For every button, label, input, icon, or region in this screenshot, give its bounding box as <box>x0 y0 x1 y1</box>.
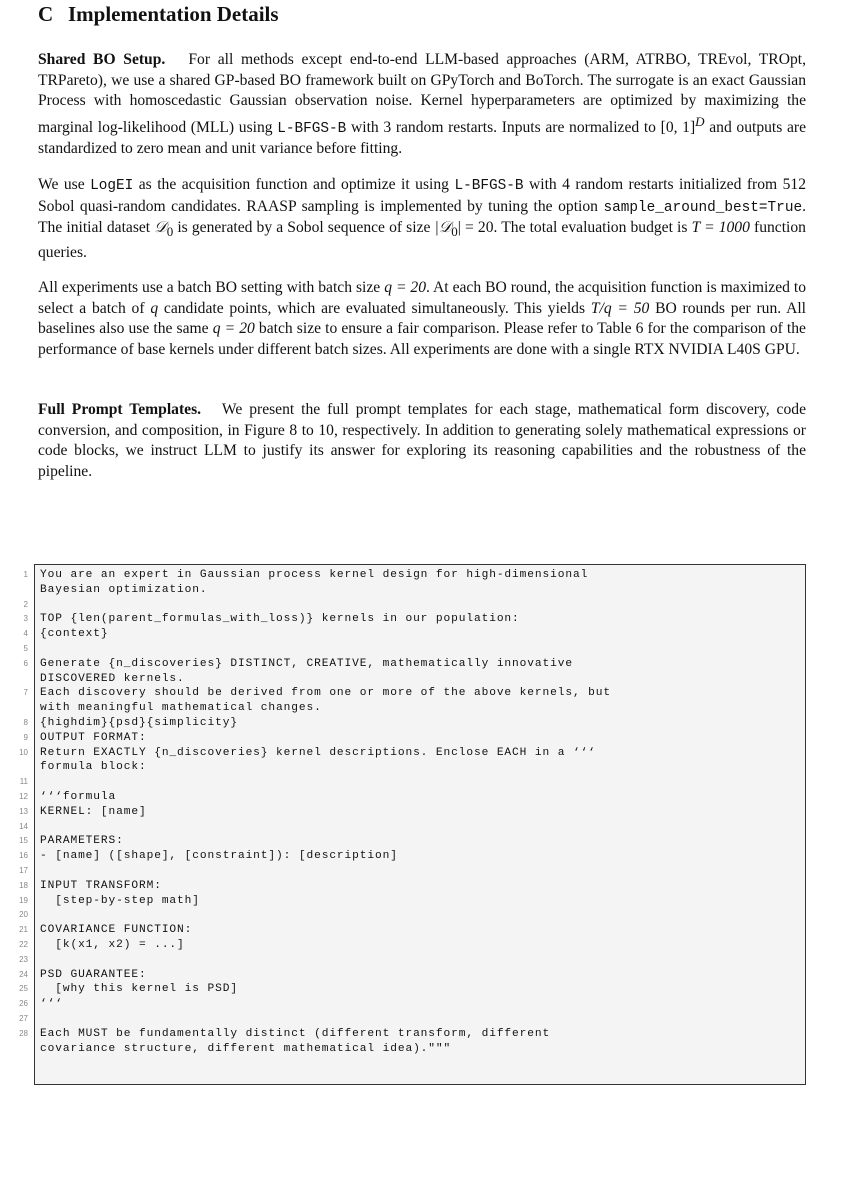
inline-math: |𝒟 <box>434 219 452 236</box>
paragraph-text: We use <box>38 176 91 193</box>
line-number: 13 <box>19 806 28 816</box>
inline-math: q <box>150 299 159 317</box>
code-text: Each MUST be fundamentally distinct (different transform, different <box>40 1027 551 1040</box>
code-text: ‘‘‘ <box>40 998 63 1011</box>
paragraph-text: For all methods except end-to-end LLM-based approaches (ARM, ATRBO, TREvol, TROpt, TRPareto), we use a shared GP-based BO framework built on GPyTorch and BoTorch. The surrogate is an exact Gaussian Process with homoscedastic Gaussian observation noise. Kernel hyperparameters are optimized by maximizing the marginal log-likelihood (MLL) using <box>38 51 807 136</box>
inline-math: T/q = 50 <box>590 299 650 317</box>
line-number: 2 <box>23 599 28 609</box>
code-text: with meaningful mathematical changes. <box>40 702 322 715</box>
line-number: 8 <box>23 718 28 727</box>
code-text: INPUT TRANSFORM: <box>40 879 162 892</box>
line-number: 18 <box>19 880 28 890</box>
paragraph-text: . The total evaluation budget is <box>493 219 692 236</box>
line-number: 21 <box>19 925 28 935</box>
line-number: 19 <box>19 895 28 905</box>
code-text: - [name] ([shape], [constraint]): [description] <box>40 850 398 863</box>
code-text: {context} <box>40 628 109 641</box>
code-text: ‘‘‘formula <box>40 791 117 803</box>
paragraph-text: function queries. <box>38 219 806 261</box>
inline-math: | = 20 <box>457 219 494 236</box>
line-number: 14 <box>19 821 28 831</box>
paragraph-text: with 3 random restarts. Inputs are normalized to <box>346 118 661 136</box>
code-text: COVARIANCE FUNCTION: <box>40 924 193 937</box>
section-heading <box>38 2 279 27</box>
paragraph-text: with 4 random restarts initialized from 512 Sobol quasi-random candidates. RAASP sampling is implemented by tuning the option <box>38 176 807 215</box>
code-text: Each discovery should be derived from one or more of the above kernels, but <box>40 687 612 700</box>
line-number: 5 <box>23 644 28 653</box>
code-text: [why this kernel is PSD] <box>40 983 238 996</box>
line-number: 15 <box>19 836 28 846</box>
paragraph-text: BO rounds per run. All baselines also use the same <box>38 299 807 337</box>
paragraph-shared-bo-setup <box>38 50 806 160</box>
line-number: 24 <box>19 969 28 979</box>
paragraph-heading: Shared BO Setup. <box>38 51 166 68</box>
inline-code: L-BFGS-B <box>454 178 524 194</box>
code-text: You are an expert in Gaussian process kernel design for high-dimensional <box>40 569 589 581</box>
inline-math-subscript: 0 <box>166 224 174 240</box>
paragraph-text: and outputs are standardized to zero mean and unit variance before fitting. <box>38 118 807 158</box>
paragraph-text: All experiments use a batch BO setting with batch size <box>38 279 385 296</box>
line-number: 25 <box>19 984 28 994</box>
paragraph-text: . At each BO round, the acquisition function is maximized to select a batch of <box>38 279 807 317</box>
code-text: PARAMETERS: <box>40 835 124 848</box>
paragraph-text: candidate points, which are evaluated simultaneously. This yields <box>158 299 591 317</box>
code-listing <box>6 564 806 1085</box>
code-text: covariance structure, different mathematical idea).""" <box>40 1042 452 1055</box>
paragraph-text: batch size to ensure a fair comparison. Please refer to Table 6 for the comparison of the performance of base kernels under different batch sizes. All experiments are done with a single RTX NVIDIA L40S GPU. <box>38 320 806 358</box>
line-number: 1 <box>23 570 28 579</box>
inline-code: LogEI <box>90 178 134 194</box>
inline-math-superscript: D <box>695 113 705 129</box>
code-text: DISCOVERED kernels. <box>40 672 185 685</box>
line-number: 28 <box>19 1028 28 1038</box>
line-number: 26 <box>19 999 28 1009</box>
line-number: 20 <box>19 910 28 920</box>
inline-math-subscript: 0 <box>451 224 458 240</box>
inline-math: [0, 1] <box>660 118 696 136</box>
paragraph-text: We present the full prompt templates for each stage, mathematical form discovery, code conversion, and composition, in Figure 8 to 10, respectively. In addition to generating solely mathematical expressions or code blocks, we instruct LLM to justify its answer for exploring its reasoning capabilities and the robustness of the pipeline. <box>38 401 806 480</box>
paragraph-text: is generated by a Sobol sequence of size <box>173 219 435 236</box>
inline-math: 𝒟 <box>154 219 167 236</box>
line-number: 17 <box>19 866 28 875</box>
code-text: KERNEL: [name] <box>40 805 147 818</box>
line-number: 12 <box>19 792 28 801</box>
code-listing-frame <box>34 564 806 1085</box>
inline-math: q = 20 <box>384 279 427 296</box>
code-text: {highdim}{psd}{simplicity} <box>40 717 238 729</box>
line-number: 9 <box>23 732 28 742</box>
inline-code: sample_around_best=True <box>603 199 803 216</box>
paragraph-text: . The initial dataset <box>38 197 806 236</box>
line-number: 27 <box>19 1014 28 1023</box>
paragraph-text: as the acquisition function and optimize it using <box>133 176 455 193</box>
paragraph-heading: Full Prompt Templates. <box>38 401 202 418</box>
inline-math: q = 20 <box>212 320 255 337</box>
code-text: Generate {n_discoveries} DISTINCT, CREATIVE, mathematically innovative <box>40 657 573 670</box>
section-number: C <box>38 2 54 26</box>
line-number: 22 <box>19 940 28 949</box>
code-text: [step-by-step math] <box>40 894 200 907</box>
paragraph-acquisition <box>38 175 806 263</box>
line-number: 7 <box>23 688 28 698</box>
code-text: TOP {len(parent_formulas_with_loss)} kernels in our population: <box>40 613 520 626</box>
code-text: PSD GUARANTEE: <box>40 968 147 981</box>
inline-math: T = 1000 <box>691 219 750 236</box>
code-text: [k(x1, x2) = ...] <box>40 939 185 951</box>
section-title: Implementation Details <box>68 2 279 26</box>
line-number: 10 <box>19 747 28 757</box>
paragraph-batch-setting <box>38 278 806 360</box>
inline-code: L-BFGS-B <box>277 120 347 137</box>
line-number: 11 <box>19 777 28 787</box>
line-number: 23 <box>19 954 28 964</box>
code-text: OUTPUT FORMAT: <box>40 731 147 744</box>
line-number: 3 <box>23 614 28 624</box>
code-text: Return EXACTLY {n_discoveries} kernel descriptions. Enclose EACH in a ‘‘‘ <box>40 746 596 759</box>
code-text: formula block: <box>40 761 147 774</box>
paragraph-prompt-templates <box>38 400 806 482</box>
code-text: Bayesian optimization. <box>40 583 208 596</box>
line-number: 16 <box>19 851 28 861</box>
line-number: 6 <box>23 658 28 668</box>
line-number: 4 <box>23 629 28 639</box>
